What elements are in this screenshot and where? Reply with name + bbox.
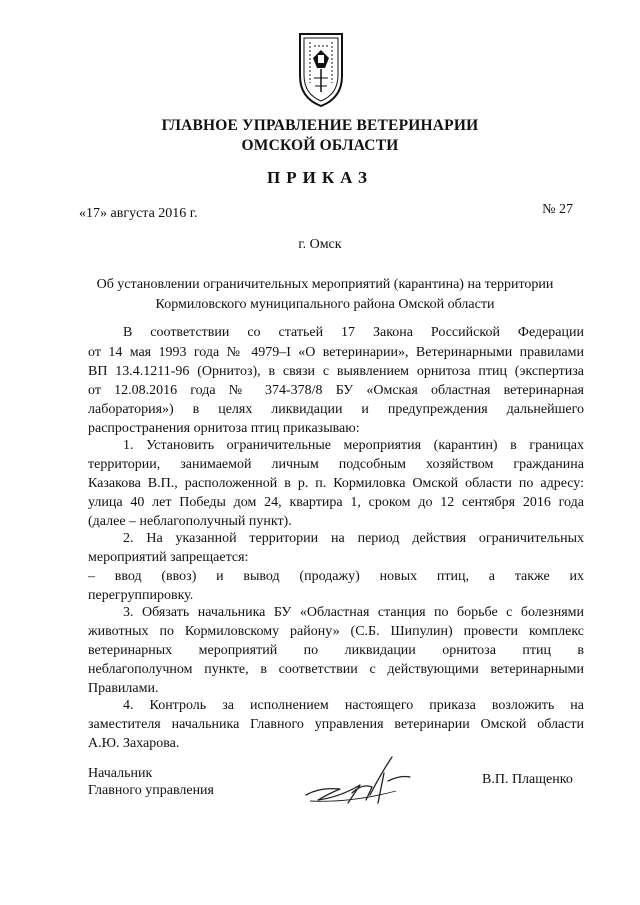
signer-position-line2: Главного управления <box>88 783 214 798</box>
body-line: 3. Обязать начальника БУ «Областная станция по борьбе с болезнями <box>123 605 584 620</box>
body-line: лаборатория») в целях ликвидации и предупреждения дальнейшего <box>88 402 584 417</box>
body-line: неблагополучном пункте, в соответствии с действующими ветеринарными <box>88 662 584 677</box>
body-line: ветеринарных мероприятий по ликвидации орнитоза птиц в <box>88 643 584 658</box>
body-line: улица 40 лет Победы дом 24, квартира 1, сроком до 12 сентября 2016 года <box>88 495 584 510</box>
signer-name: В.П. Плащенко <box>482 772 573 787</box>
body-line: (далее – неблагополучный пункт). <box>88 514 292 529</box>
organization-name-line2: ОМСКОЙ ОБЛАСТИ <box>241 137 399 154</box>
body-line: перегруппировку. <box>88 588 194 603</box>
body-line: от 12.08.2016 года № 374-378/8 БУ «Омская областная ветеринарная <box>88 383 584 398</box>
organization-name-line1: ГЛАВНОЕ УПРАВЛЕНИЕ ВЕТЕРИНАРИИ <box>161 117 479 134</box>
document-title: ПРИКАЗ <box>267 168 373 187</box>
order-subject-line1: Об установлении ограничительных мероприятий (карантина) на территории <box>96 277 554 292</box>
body-line: 1. Установить ограничительные мероприятия (карантин) в границах <box>123 438 584 453</box>
order-subject-line2: Кормиловского муниципального района Омской области <box>155 297 495 312</box>
body-line: В соответствии со статьей 17 Закона Российской Федерации <box>123 325 584 340</box>
signer-position-line1: Начальник <box>88 766 153 781</box>
handwritten-signature <box>300 745 420 810</box>
body-line: животных по Кормиловскому району» (С.Б. Шипулин) провести комплекс <box>88 624 584 639</box>
body-line: мероприятий запрещается: <box>88 550 249 565</box>
order-date: «17» августа 2016 г. <box>79 206 198 221</box>
body-line: – ввод (ввоз) и вывод (продажу) новых птиц, а также их <box>88 569 584 584</box>
body-line: 2. На указанной территории на период действия ограничительных <box>123 531 584 546</box>
order-number: № 27 <box>542 202 573 217</box>
body-line: территории, занимаемой личным подсобным хозяйством гражданина <box>88 457 584 472</box>
coat-of-arms-emblem <box>296 28 346 108</box>
body-line: Правилами. <box>88 681 159 696</box>
body-line: ВП 13.4.1211-96 (Орнитоз), в связи с выявлением орнитоза птиц (экспертиза <box>88 364 584 379</box>
body-line: распространения орнитоза птиц приказываю: <box>88 421 360 436</box>
body-line: заместителя начальника Главного управления ветеринарии Омской области <box>88 717 584 732</box>
order-city: г. Омск <box>298 237 342 252</box>
body-line: Казакова В.П., расположенной в р. п. Кормиловка Омской области по адресу: <box>88 476 584 491</box>
body-line: от 14 мая 1993 года № 4979–I «О ветеринарии», Ветеринарными правилами <box>88 345 584 360</box>
body-line: 4. Контроль за исполнением настоящего приказа возложить на <box>123 698 584 713</box>
body-line: А.Ю. Захарова. <box>88 736 180 751</box>
